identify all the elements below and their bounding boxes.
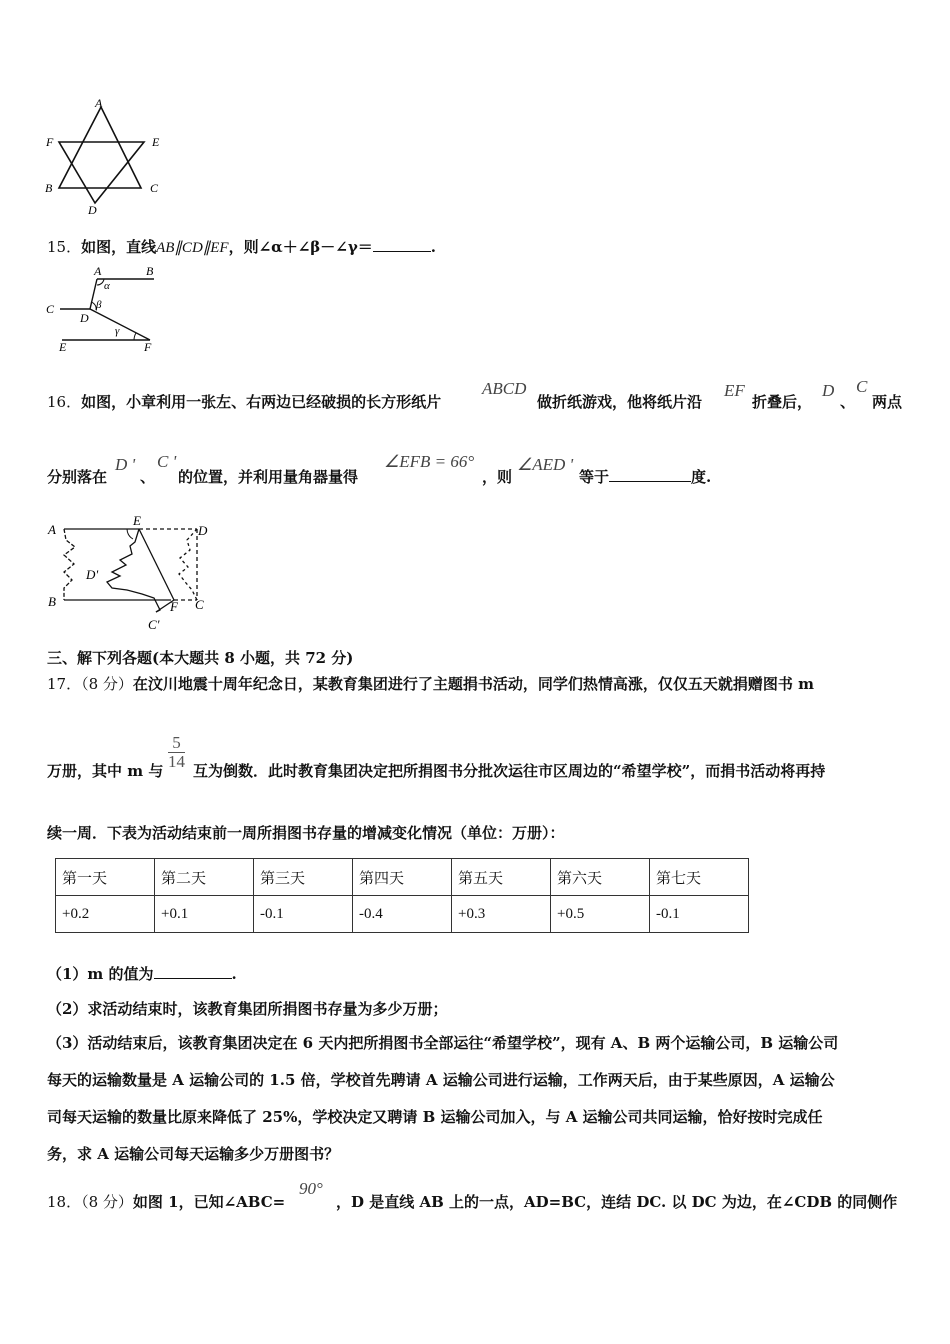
table-cell: +0.5 (551, 896, 650, 933)
q17-line-2 (47, 760, 163, 781)
q16-ef: EF (724, 381, 745, 400)
q16-d: D (822, 381, 835, 400)
triangle-abc (59, 107, 141, 188)
torn-left-edge (64, 529, 75, 600)
q15-stem (47, 236, 436, 257)
q16-l2-d: ，则 (482, 468, 513, 486)
label-d: D (80, 311, 89, 325)
q16-l2-b: 、 (140, 468, 156, 486)
q18-text-a: 如图 1，已知∠ABC= (132, 1193, 286, 1211)
q18-text-b: ，D 是直线 AB 上的一点，AD=BC，连结 DC. 以 DC 为边，在∠CDB 的同侧作 (336, 1193, 898, 1211)
star-figure (40, 95, 170, 220)
q15-text-b: ，则∠α＋∠β－∠γ＝ (228, 238, 373, 256)
label-b: B (45, 181, 53, 195)
q17-part-1 (47, 963, 237, 984)
label-f: F (46, 135, 54, 149)
q17-line-3: 续一周．下表为活动结束前一周所捐图书存量的增减变化情况（单位：万册）： (47, 824, 565, 842)
fraction-5-14 (168, 734, 185, 771)
q17-p1-b: . (231, 965, 237, 983)
q18-angle-90: 90° (299, 1179, 323, 1198)
label-e: E (152, 135, 160, 149)
q17-p1-a: （1）m 的值为 (47, 965, 154, 983)
q17-line-1 (47, 673, 814, 694)
q18-number: 18． (47, 1193, 82, 1211)
label-e: E (59, 340, 67, 354)
label-b: B (146, 264, 154, 278)
label-f: F (144, 340, 152, 354)
label-b: B (48, 594, 56, 609)
arc-alpha (97, 279, 104, 285)
q16-l1-e: 两点 (872, 393, 903, 411)
q15-text-c: . (430, 238, 436, 256)
q16-line-2 (47, 466, 107, 487)
fold-line-ef (139, 529, 174, 600)
q16-l1-a: 如图，小章利用一张左、右两边已经破损的长方形纸片 (81, 393, 442, 411)
label-c: C (46, 302, 55, 316)
q17-part-3-line-2: 每天的运输数量是 A 运输公司的 1.5 倍，学校首先聘请 A 运输公司进行运输，工作两天后，由于某些原因，A 运输公 (47, 1071, 835, 1089)
table-cell: -0.1 (650, 896, 749, 933)
fraction-denominator: 14 (168, 752, 185, 771)
q17-score: （8 分） (81, 675, 133, 693)
torn-right-edge (179, 529, 197, 600)
table-cell: -0.4 (353, 896, 452, 933)
table-header-cell: 第五天 (452, 859, 551, 896)
q16-angle-efb: ∠EFB = 66° (384, 452, 475, 471)
q16-number: 16． (47, 393, 82, 411)
angle-arc (127, 529, 133, 539)
q16-angle-aed: ∠AED ' (517, 455, 574, 474)
table-header-cell: 第二天 (155, 859, 254, 896)
q17-number: 17． (47, 675, 82, 693)
q18-line-1 (47, 1191, 285, 1212)
q15-answer-blank[interactable] (373, 251, 431, 252)
table-header-cell: 第七天 (650, 859, 749, 896)
table-cell: -0.1 (254, 896, 353, 933)
q15-parallel: AB∥CD∥EF (156, 240, 229, 256)
table-header-cell: 第三天 (254, 859, 353, 896)
q16-answer-blank[interactable] (609, 481, 691, 482)
label-a: A (48, 522, 56, 537)
q15-figure (42, 262, 167, 354)
arc-gamma (134, 333, 136, 340)
q16-c: C (856, 377, 868, 396)
q17-part-3-line-4: 务，求 A 运输公司每天运输多少万册图书？ (47, 1145, 340, 1163)
label-c-prime: C' (148, 617, 160, 632)
label-c: C (150, 181, 159, 195)
triangle-fed (59, 142, 144, 203)
q16-figure (42, 512, 222, 637)
q16-d-prime: D ' (115, 455, 136, 474)
q15-text-a: 如图，直线 (81, 238, 157, 256)
q16-l2-e (579, 466, 711, 487)
q18-score: （8 分） (81, 1193, 133, 1211)
label-d: D (88, 203, 97, 217)
label-a: A (94, 264, 102, 278)
q17-part-2: （2）求活动结束时，该教育集团所捐图书存量为多少万册； (47, 1000, 448, 1018)
section-3-heading: 三、解下列各题(本大题共 8 小题，共 72 分) (47, 649, 354, 667)
q17-l2-a: 万册，其中 m 与 (47, 762, 164, 780)
q17-l1: 在汶川地震十周年纪念日，某教育集团进行了主题捐书活动，同学们热情高涨，仅仅五天就捐赠图书 m (132, 675, 815, 693)
label-gamma: γ (115, 325, 120, 337)
q16-l2-a: 分别落在 (47, 468, 108, 486)
q17-p1-answer-blank[interactable] (154, 978, 232, 979)
table-cell: +0.3 (452, 896, 551, 933)
q16-l2-c: 的位置，并利用量角器量得 (178, 468, 359, 486)
label-c: C (195, 597, 204, 612)
table-row (56, 896, 749, 933)
stock-change-table (55, 858, 749, 933)
table-header-cell: 第一天 (56, 859, 155, 896)
q17-part-3-line-1: （3）活动结束后，该教育集团决定在 6 天内把所捐图书全部运往“希望学校”，现有 A、B 两个运输公司，B 运输公司 (47, 1034, 839, 1052)
q15-number: 15． (47, 238, 82, 256)
q16-l2-e-text: 等于 (579, 468, 610, 486)
q17-part-3-line-3: 司每天运输的数量比原来降低了 25%，学校决定又聘请 B 运输公司加入，与 A 运输公司共同运输，恰好按时完成任 (47, 1108, 823, 1126)
label-d-prime: D' (86, 567, 99, 582)
q17-l2-b: 互为倒数．此时教育集团决定把所捐图书分批次运往市区周边的“希望学校”，而捐书活动将再持 (193, 762, 826, 780)
q16-l1-b: 做折纸游戏，他将纸片沿 (537, 393, 703, 411)
fraction-numerator: 5 (172, 733, 181, 752)
segment-df (90, 309, 150, 340)
q16-l1-d: 、 (840, 393, 856, 411)
label-alpha: α (104, 280, 110, 292)
q16-l2-f: 度. (691, 468, 712, 486)
q16-c-prime: C ' (157, 452, 177, 471)
q16-l1-c: 折叠后， (752, 393, 813, 411)
table-header-cell: 第六天 (551, 859, 650, 896)
table-cell: +0.2 (56, 896, 155, 933)
q16-abcd: ABCD (482, 379, 527, 398)
table-header-cell: 第四天 (353, 859, 452, 896)
label-e: E (133, 513, 141, 528)
q16-line-1 (47, 391, 441, 412)
label-beta: β (96, 299, 102, 311)
label-f: F (170, 599, 178, 614)
table-cell: +0.1 (155, 896, 254, 933)
label-a: A (95, 96, 103, 110)
label-d: D (198, 523, 208, 538)
table-header-row (56, 859, 749, 896)
